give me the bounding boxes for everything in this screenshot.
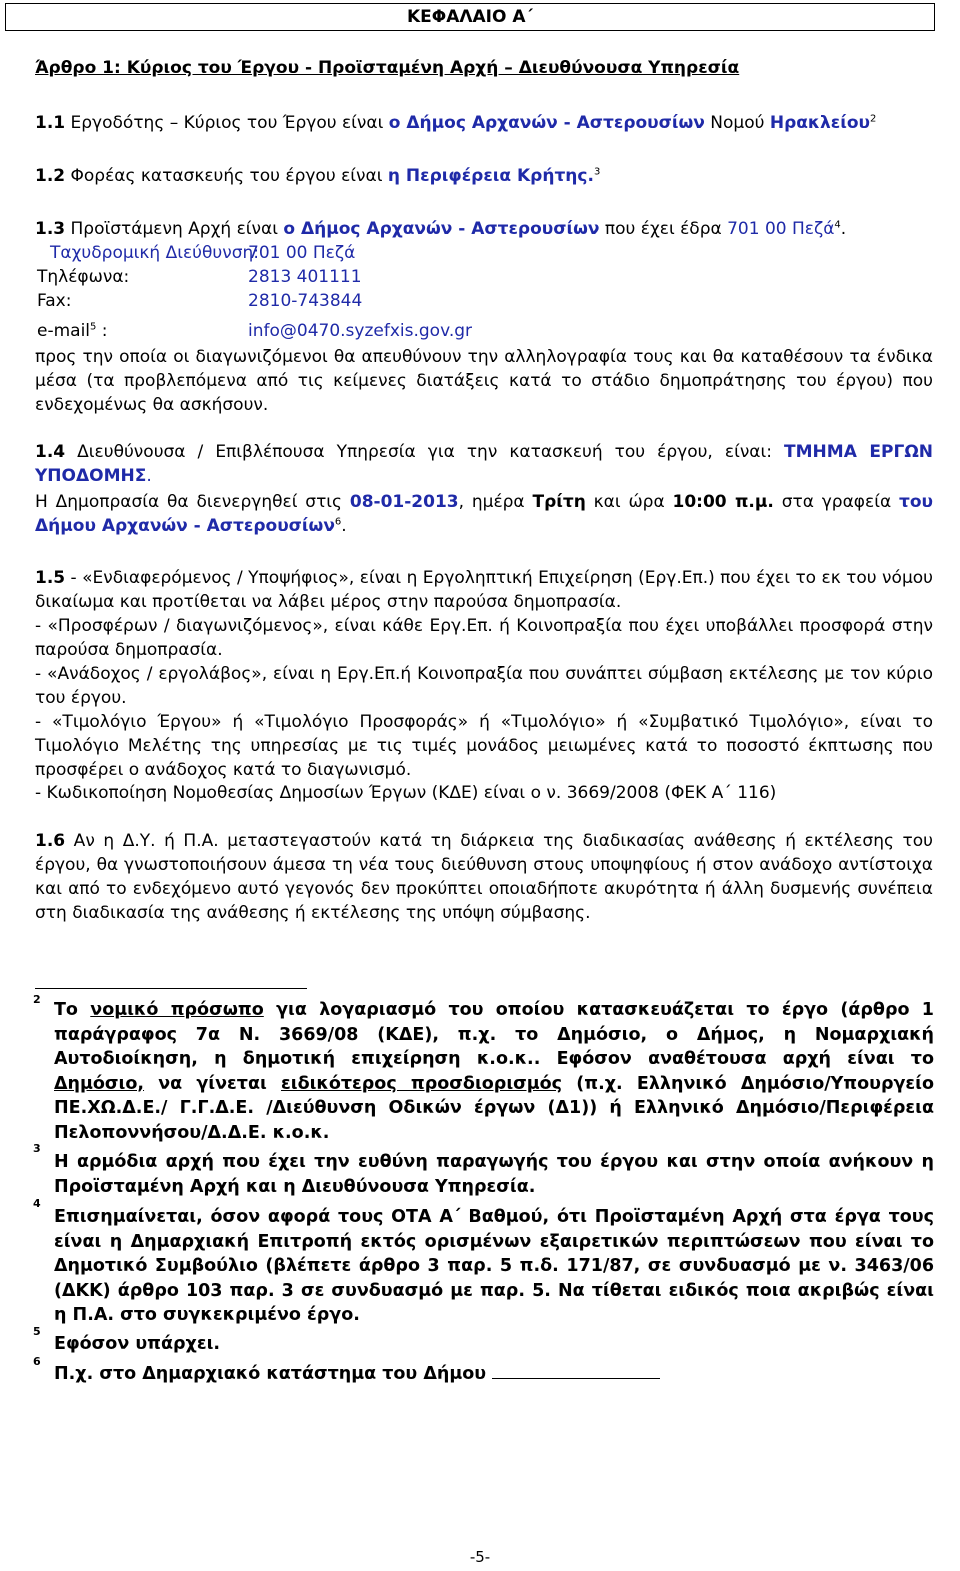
footnote-6: Π.χ. στο Δημαρχιακό κατάστημα του Δήμου — [54, 1362, 934, 1387]
page-number: -5- — [469, 1548, 491, 1566]
section-1-5-p2: - «Προσφέρων / διαγωνιζόμενος», είναι κάθε Εργ.Επ. ή Κοινοπραξία που έχει υποβάλλει προσφορά στην παρούσα δημοπρασία. — [35, 616, 933, 660]
section-1-2: 1.2 Φορέας κατασκευής του έργου είναι η Περιφέρεια Κρήτης.$^3$ — [35, 166, 601, 186]
section-1-5-p4: - «Τιμολόγιο Έργου» ή «Τιμολόγιο Προσφοράς» ή «Τιμολόγιο» ή «Συμβατικό Τιμολόγιο», είναι το Τιμολόγιο Μελέτης της υπηρεσίας με τις τιμές μονάδος μειωμένες κατά το ποσοστό έκπτωσης που προσφέρει ο ανάδοχος κατά το διαγωνισμό. — [35, 712, 933, 780]
footnote-5-number: 5 — [33, 1325, 41, 1338]
section-1-6: 1.6 Αν η Δ.Υ. ή Π.Α. μεταστεγαστούν κατά τη διάρκεια της διαδικασίας ανάθεσης ή εκτέλεσης του έργου, θα γνωστοποιήσουν άμεσα τη νέα τους διεύθυνση στους υποψηφίους ή στον ανάδοχο αντίστοιχα και από το ενδεχόμενο αυτό γεγονός δεν προκύπτει οποιαδήποτε ακυρότητα ή άλλη δυσμενής συνέπεια στη διαδικασία της ανάθεσης ή εκτέλεσης της υπόψη σύμβασης. — [35, 831, 933, 923]
section-1-4: 1.4 Διευθύνουσα / Επιβλέπουσα Υπηρεσία για την κατασκευή του έργου, είναι: ΤΜΗΜΑ ΕΡΓΩΝ ΥΠΟΔΟΜΗΣ. — [35, 442, 933, 486]
phone-label: Τηλέφωνα: — [37, 267, 130, 287]
phone-value: 2813 401111 — [248, 267, 362, 287]
blank-line — [492, 1364, 660, 1379]
section-1-5-p5: - Κωδικοποίηση Νομοθεσίας Δημοσίων Έργων (ΚΔΕ) είναι ο ν. 3669/2008 (ΦΕΚ Α΄ 116) — [35, 783, 777, 803]
section-1-5-p3: - «Ανάδοχος / εργολάβος», είναι η Εργ.Επ.ή Κοινοπραξία που συνάπτει σύμβαση εκτέλεσης με τον κύριο του έργου. — [35, 664, 933, 708]
footnote-divider — [35, 988, 307, 989]
auction-info: Η Δημοπρασία θα διενεργηθεί στις 08-01-2013, ημέρα Τρίτη και ώρα 10:00 π.μ. στα γραφεία του Δήμου Αρχανών - Αστερουσίων$^6$. — [35, 492, 934, 536]
footnote-4-number: 4 — [33, 1197, 41, 1210]
fax-value: 2810-743844 — [248, 291, 363, 311]
section-1-1: 1.1 Εργοδότης – Κύριος του Έργου είναι ο Δήμος Αρχανών - Αστερουσίων Νομού Ηρακλείου$^2$ — [35, 113, 877, 133]
fax-label: Fax: — [37, 291, 72, 311]
section-1-3: 1.3 Προϊστάμενη Αρχή είναι ο Δήμος Αρχανών - Αστερουσίων που έχει έδρα 701 00 Πεζά$^4$. — [35, 219, 847, 239]
footnote-3: Η αρμόδια αρχή που έχει την ευθύνη παραγωγής του έργου και στην οποία ανήκουν η Προϊσταμένη Αρχή και η Διευθύνουσα Υπηρεσία. — [54, 1152, 934, 1197]
section-1-3-body: προς την οποία οι διαγωνιζόμενοι θα απευθύνουν την αλληλογραφία τους και θα καταθέσουν τα ένδικα μέσα (τα προβλεπόμενα από τις κείμενες διατάξεις κατά το στάδιο δημοπράτησης του έργου) που ενδεχομένως θα ασκήσουν. — [35, 347, 933, 415]
footnote-4: Επισημαίνεται, όσον αφορά τους ΟΤΑ Α΄ Βαθμού, ότι Προϊσταμένη Αρχή στα έργα τους είναι η Δημαρχιακή Επιτροπή εκτός ορισμένων εξαιρετικών περιπτώσεων που είναι το Δημοτικό Συμβούλιο (βλέπετε άρθρο 3 παρ. 5 π.δ. 171/87, σε συνδυασμό με ν. 3463/06 (ΔΚΚ) άρθρο 103 παρ. 3 σε συνδυασμό με παρ. 5. Να τίθεται ειδικός ποια ακριβώς είναι η Π.Α. στο συγκεκριμένο έργο. — [54, 1207, 934, 1325]
article-title: Άρθρο 1: Κύριος του Έργου - Προϊσταμένη Αρχή – Διευθύνουσα Υπηρεσία — [35, 58, 740, 78]
address-value: 701 00 Πεζά — [248, 243, 356, 263]
footnote-2-number: 2 — [33, 993, 41, 1006]
section-1-5-p1: 1.5 - «Ενδιαφερόμενος / Υποψήφιος», είναι η Εργοληπτική Επιχείρηση (Εργ.Επ.) που έχει το εκ του νόμου δικαίωμα και προτίθεται να λάβει μέρος στην παρούσα δημοπρασία. — [35, 568, 933, 612]
footnote-3-number: 3 — [33, 1142, 41, 1155]
address-label: Ταχυδρομική Διεύθυνση: — [50, 243, 260, 263]
chapter-heading: ΚΕΦΑΛΑΙΟ Α΄ — [5, 3, 935, 31]
email-value[interactable]: info@0470.syzefxis.gov.gr — [248, 321, 472, 341]
footnote-5: Εφόσον υπάρχει. — [54, 1334, 221, 1354]
email-label: e-mail$^5$ : — [37, 321, 108, 341]
footnote-6-number: 6 — [33, 1355, 41, 1368]
footnote-2: Το νομικό πρόσωπο για λογαριασμό του οποίου κατασκευάζεται το έργο (άρθρο 1 παράγραφος 7α Ν. 3669/08 (ΚΔΕ), π.χ. το Δημόσιο, ο Δήμος, η Νομαρχιακή Αυτοδιοίκηση, η δημοτική επιχείρηση κ.ο.κ.. Εφόσον αναθέτουσα αρχή είναι το Δημόσιο, να γίνεται ειδικότερος προσδιορισμός (π.χ. Ελληνικό Δημόσιο/Υπουργείο ΠΕ.ΧΩ.Δ.Ε./ Γ.Γ.Δ.Ε. /Διεύθυνση Οδικών έργων (Δ1)) ή Ελληνικό Δημόσιο/Περιφέρεια Πελοποννήσου/Δ.Δ.Ε. κ.ο.κ. — [54, 1000, 934, 1143]
